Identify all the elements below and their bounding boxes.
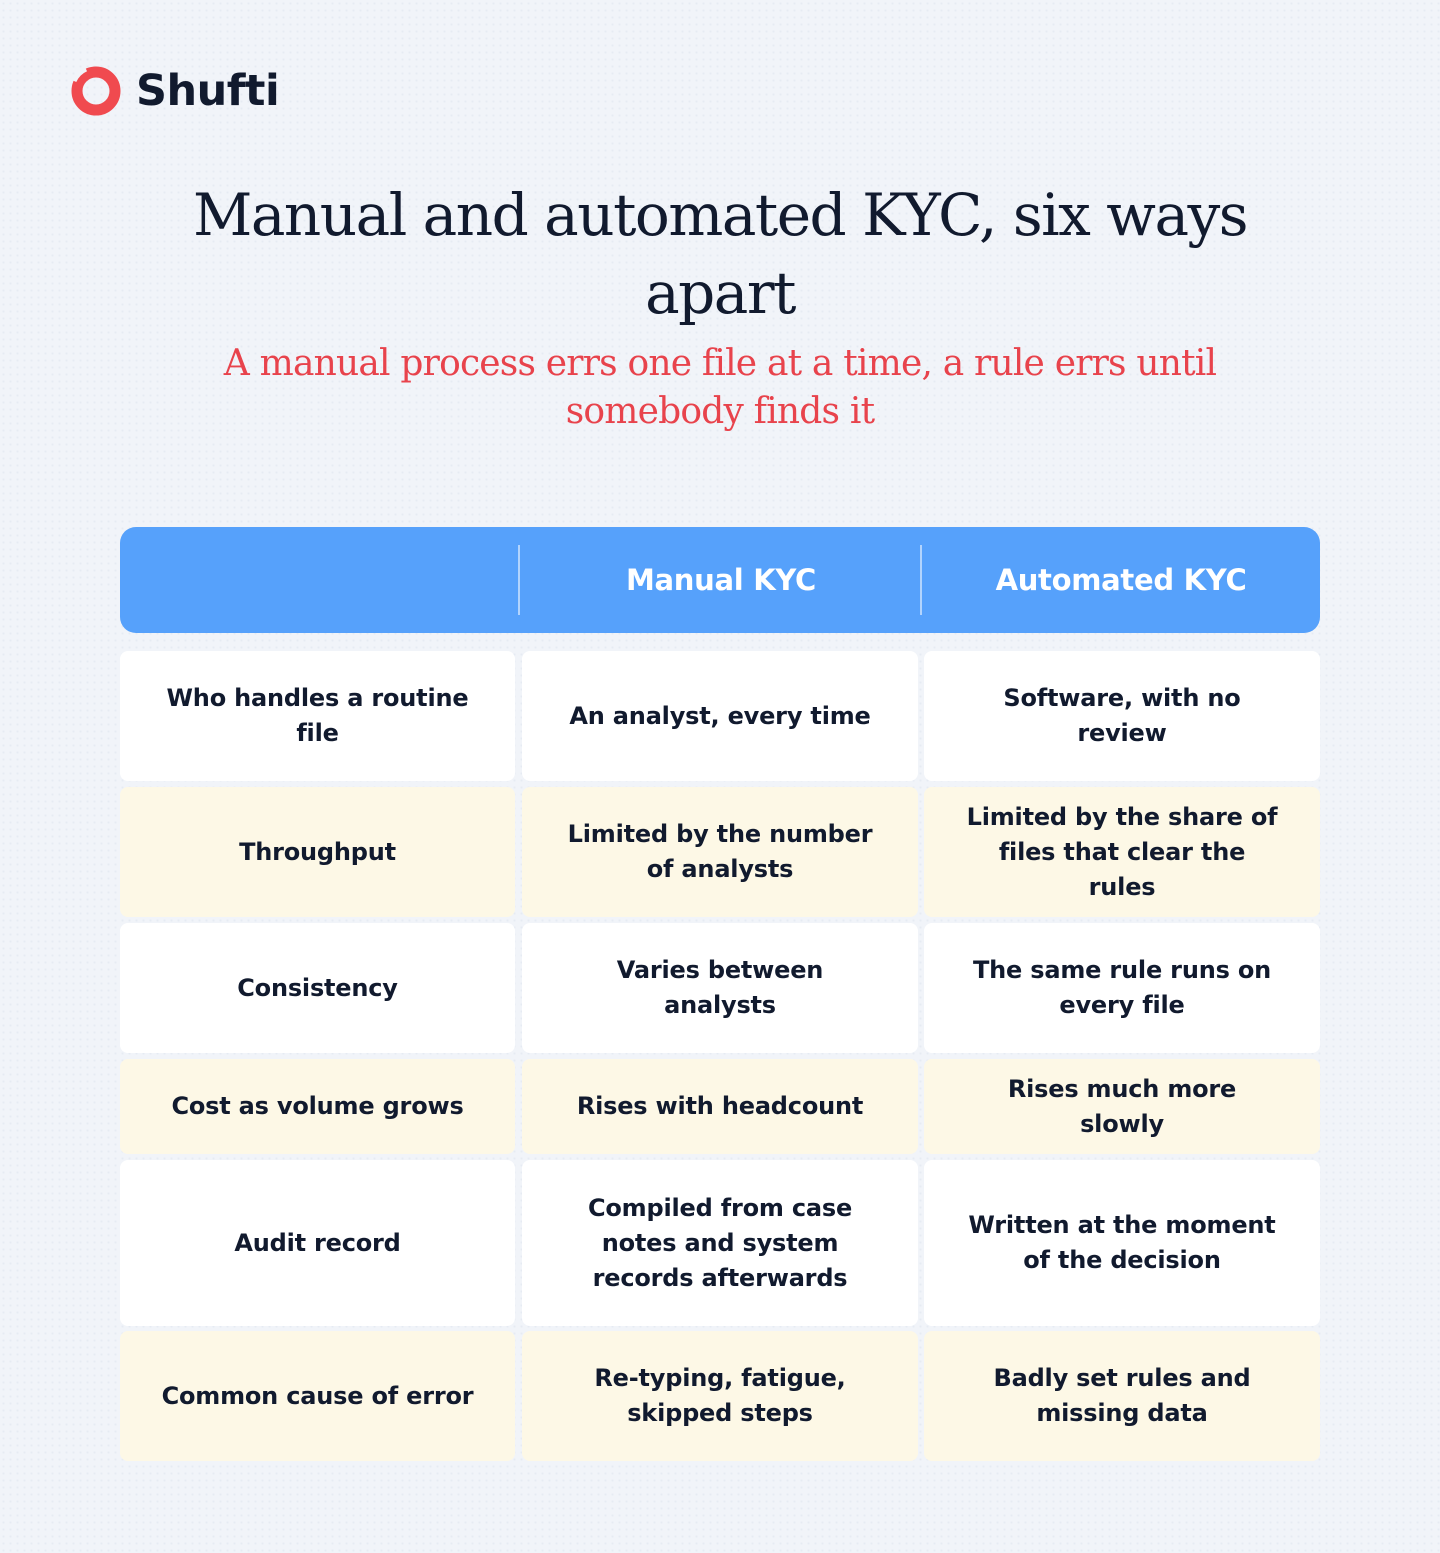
automated-cell: Limited by the share of files that clear the rules [924, 787, 1320, 917]
table-header [120, 527, 1320, 633]
manual-cell: Rises with headcount [522, 1059, 918, 1154]
column-header-label [120, 527, 518, 633]
manual-cell: Re-typing, fatigue, skipped steps [522, 1331, 918, 1461]
automated-cell: Badly set rules and missing data [924, 1331, 1320, 1461]
table-row [120, 1331, 1320, 1461]
row-label: Audit record [120, 1160, 515, 1326]
page-subtitle: A manual process errs one file at a time, a rule errs until somebody finds it [223, 343, 1217, 432]
row-label: Cost as volume grows [120, 1059, 515, 1154]
automated-cell: Written at the moment of the decision [924, 1160, 1320, 1326]
manual-cell: Limited by the number of analysts [522, 787, 918, 917]
table-row [120, 787, 1320, 917]
manual-cell: Compiled from case notes and system records afterwards [522, 1160, 918, 1326]
column-divider [518, 545, 520, 615]
brand-logo[interactable] [68, 62, 279, 120]
table-row [120, 651, 1320, 781]
table-row [120, 1160, 1320, 1326]
table-row [120, 923, 1320, 1053]
automated-cell: Rises much more slowly [924, 1059, 1320, 1154]
row-label: Common cause of error [120, 1331, 515, 1461]
row-label: Consistency [120, 923, 515, 1053]
column-header-automated: Automated KYC [995, 563, 1247, 597]
page-title: Manual and automated KYC, six ways apart [192, 181, 1248, 327]
row-label: Who handles a routine file [120, 651, 515, 781]
brand-name: Shufti [136, 65, 280, 116]
automated-cell: Software, with no review [924, 651, 1320, 781]
column-header-manual: Manual KYC [625, 563, 817, 597]
ring-logo-icon [68, 63, 124, 119]
automated-cell: The same rule runs on every file [924, 923, 1320, 1053]
manual-cell: An analyst, every time [522, 651, 918, 781]
table-row [120, 1059, 1320, 1154]
manual-cell: Varies between analysts [522, 923, 918, 1053]
row-label: Throughput [120, 787, 515, 917]
